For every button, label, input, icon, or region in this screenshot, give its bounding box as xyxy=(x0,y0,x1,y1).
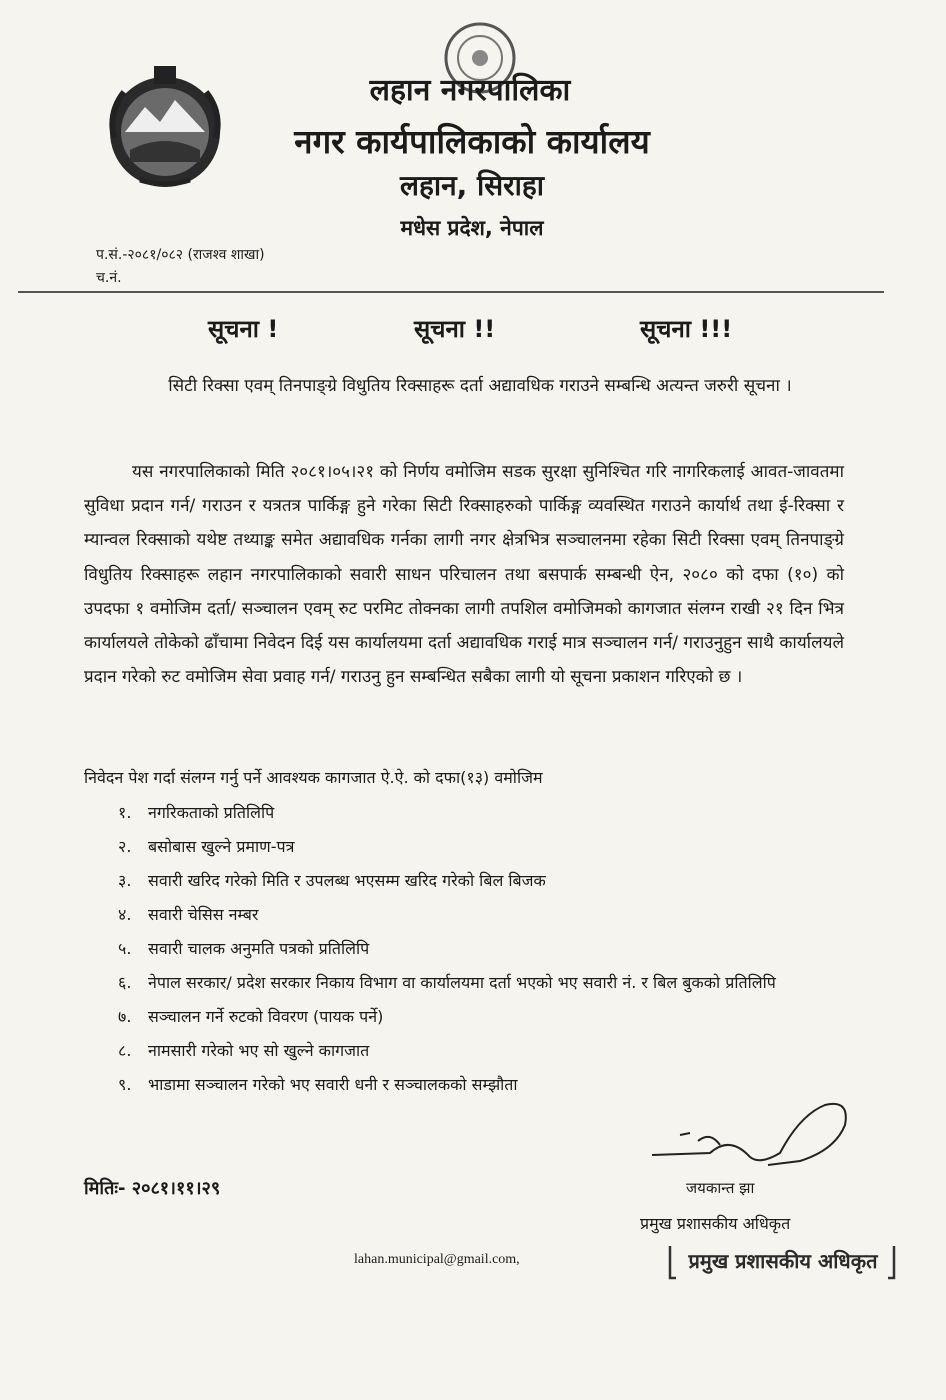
office-name: नगर कार्यपालिकाको कार्यालय xyxy=(294,122,650,161)
province-country: मधेस प्रदेश, नेपाल xyxy=(400,216,544,240)
item-number: २. xyxy=(118,837,132,856)
designation-stamp xyxy=(666,1240,900,1282)
issue-date: मितिः- २०८१।११।२९ xyxy=(84,1178,221,1199)
item-number: ६. xyxy=(118,973,132,992)
list-item xyxy=(118,934,848,964)
item-text: नेपाल सरकार/ प्रदेश सरकार निकाय विभाग वा कार्यालयमा दर्ता भएको भए सवारी नं. र बिल बुकको प्रतिलिपि xyxy=(148,973,776,992)
item-number: ७. xyxy=(118,1007,132,1026)
list-item xyxy=(118,866,848,896)
contact-email: lahan.municipal@gmail.com, xyxy=(354,1252,520,1267)
list-item xyxy=(118,832,848,862)
signature-icon xyxy=(650,1095,870,1175)
notice-heading-2: सूचना !! xyxy=(414,315,496,343)
notice-heading-1: सूचना ! xyxy=(208,315,279,343)
item-number: १. xyxy=(118,803,132,822)
notice-heading-3: सूचना !!! xyxy=(640,315,733,343)
header-divider xyxy=(18,291,884,293)
municipality-name: लहान नगरपालिका xyxy=(369,73,571,108)
notice-subject: सिटी रिक्सा एवम् तिनपाङ्ग्रे विधुतिय रिक्साहरू दर्ता अद्यावधिक गराउने सम्बन्धि अत्यन्त जरुरी सूचना । xyxy=(168,376,792,396)
item-text: नगरिकताको प्रतिलिपि xyxy=(148,803,275,822)
item-number: ८. xyxy=(118,1041,132,1060)
item-number: ३. xyxy=(118,871,132,890)
svg-text:प्रमुख प्रशासकीय अधिकृत: प्रमुख प्रशासकीय अधिकृत xyxy=(688,1249,878,1273)
item-number: ९. xyxy=(118,1075,132,1094)
item-number: ५. xyxy=(118,939,132,958)
item-text: सञ्चालन गर्ने रुटको विवरण (पायक पर्ने) xyxy=(148,1007,384,1026)
nepal-emblem-icon xyxy=(100,62,230,192)
signatory-name: जयकान्त झा xyxy=(686,1179,755,1197)
item-text: भाडामा सञ्चालन गरेको भए सवारी धनी र सञ्चालकको सम्झौता xyxy=(148,1075,518,1094)
item-text: सवारी चेसिस नम्बर xyxy=(148,905,259,924)
list-item xyxy=(118,1036,848,1066)
signatory-title: प्रमुख प्रशासकीय अधिकृत xyxy=(640,1214,791,1233)
office-location: लहान, सिराहा xyxy=(399,169,545,202)
item-text: सवारी चालक अनुमति पत्रको प्रतिलिपि xyxy=(148,939,370,958)
dispatch-number: च.नं. xyxy=(96,270,122,286)
item-text: नामसारी गरेको भए सो खुल्ने कागजात xyxy=(148,1041,370,1060)
reference-number: प.सं.-२०८१/०८२ (राजश्व शाखा) xyxy=(96,247,265,263)
item-number: ४. xyxy=(118,905,132,924)
item-text: बसोबास खुल्ने प्रमाण-पत्र xyxy=(148,837,295,856)
list-item xyxy=(118,900,848,930)
item-text: सवारी खरिद गरेको मिति र उपलब्ध भएसम्म खरिद गरेको बिल बिजक xyxy=(148,871,546,890)
list-item xyxy=(118,798,848,828)
documents-list xyxy=(118,798,848,1104)
list-item xyxy=(118,1002,848,1032)
list-item xyxy=(118,968,848,998)
documents-heading: निवेदन पेश गर्दा संलग्न गर्नु पर्ने आवश्यक कागजात ऐ.ऐ. को दफा(१३) वमोजिम xyxy=(84,768,543,787)
notice-body: यस नगरपालिकाको मिति २०८१।०५।२१ को निर्णय वमोजिम सडक सुरक्षा सुनिश्चित गरि नागरिकलाई आवत-जावतमा सुविधा प्रदान गर्न/ गराउन र यत्रतत्र पार्किङ्ग हुने गरेका सिटी रिक्साहरुको पार्किङ्ग व्यवस्थित गराउने कार्यार्थ तथा ई-रिक्सा र म्यान्वल रिक्साको यथेष्ट तथ्याङ्क समेत अद्यावधिक गर्नका लागी नगर क्षेत्रभित्र सञ्चालनमा रहेका सिटी रिक्सा एवम् तिनपाङ्ग्रे विधुतिय रिक्साहरू लहान नगरपालिकाको सवारी साधन परिचालन तथा बसपार्क सम्बन्धी ऐन, २०८० को दफा (१०) को उपदफा १ वमोजिम दर्ता/ सञ्चालन एवम् रुट परमिट तोक्नका लागी तपशिल वमोजिमको कागजात संलग्न राखी २१ दिन भित्र कार्यालयले तोकेको ढाँचामा निवेदन दिई यस कार्यालयमा दर्ता अद्यावधिक गराई मात्र सञ्चालन गर्न/ गराउनुहुन साथै कार्यालयले प्रदान गरेको रुट वमोजिम सेवा प्रवाह गर्न/ गराउनु हुन सम्बन्धित सबैका लागी यो सूचना प्रकाशन गरिएको छ । xyxy=(84,462,844,688)
